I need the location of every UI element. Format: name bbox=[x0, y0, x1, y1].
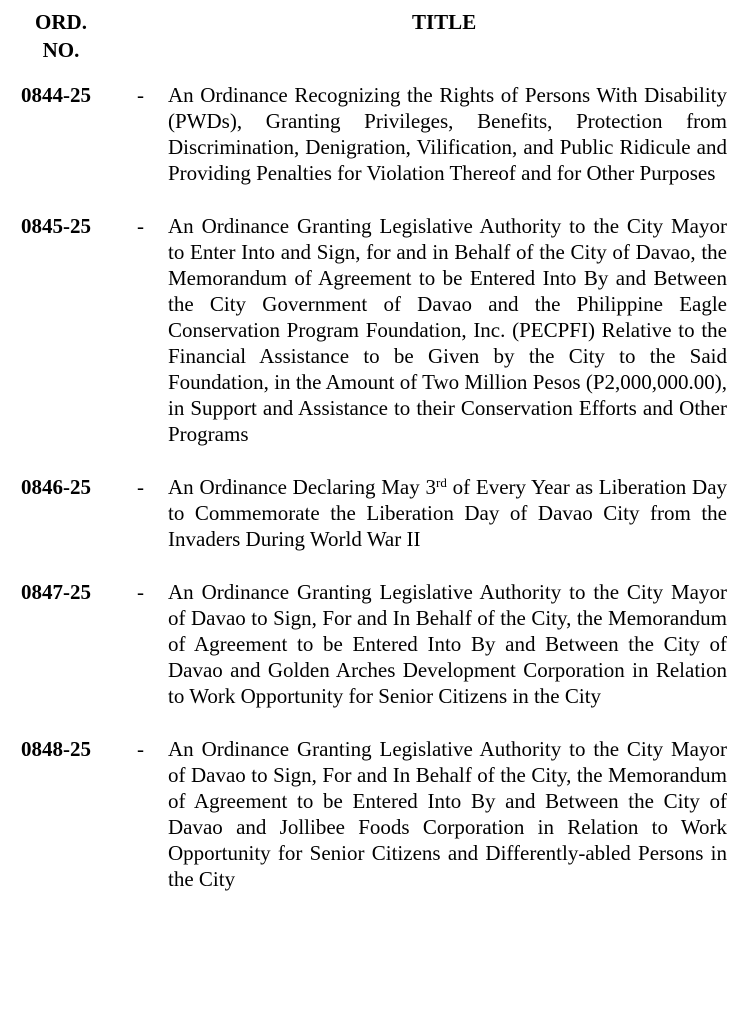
ordinance-number: 0844-25 bbox=[21, 83, 91, 107]
ordinance-entry bbox=[0, 213, 741, 447]
ord-no-column-header bbox=[22, 8, 100, 64]
entry-separator: - bbox=[137, 83, 144, 107]
title-column-header: TITLE bbox=[412, 10, 477, 34]
ordinance-title-part: of Every Year as Liberation Day to Commemorate the Liberation Day of Davao City from the Invaders During World War II bbox=[168, 475, 728, 551]
ordinance-title: An Ordinance Granting Legislative Authority to the City Mayor of Davao to Sign, For and In Behalf of the City, the Memorandum of Agreement to be Entered Into By and Between the City of Davao and Golden Arches Development Corporation in Relation to Work Opportunity for Senior Citizens in the City bbox=[168, 580, 727, 708]
ordinance-list bbox=[0, 82, 741, 919]
ord-no-header-line2: NO. bbox=[42, 38, 80, 62]
ordinance-title: An Ordinance Granting Legislative Authority to the City Mayor of Davao to Sign, For and In Behalf of the City, the Memorandum of Agreement to be Entered Into By and Between the City of Davao and Jollibee Foods Corporation in Relation to Work Opportunity for Senior Citizens and Differently-abled Persons in the City bbox=[168, 737, 727, 891]
ordinance-title: An Ordinance Granting Legislative Authority to the City Mayor to Enter Into and Sign, for and in Behalf of the City of Davao, the Memorandum of Agreement to be Entered Into By and Between the City Government of Davao and the Philippine Eagle Conservation Program Foundation, Inc. (PECPFI) Relative to the Financial Assistance to be Given by the City to the Said Foundation, in the Amount of Two Million Pesos (P2,000,000.00), in Support and Assistance to their Conservation Efforts and Other Programs bbox=[168, 214, 727, 446]
ordinance-title bbox=[168, 474, 727, 552]
ordinance-number: 0847-25 bbox=[21, 580, 91, 604]
ordinance-title-part: An Ordinance Declaring May 3 bbox=[168, 475, 437, 499]
ordinance-title: An Ordinance Recognizing the Rights of Persons With Disability (PWDs), Granting Privileges, Benefits, Protection from Discrimination, Denigration, Vilification, and Public Ridicule and Providing Penalties for Violation Thereof and for Other Purposes bbox=[168, 83, 727, 185]
entry-separator: - bbox=[137, 475, 144, 499]
ordinal-superscript: rd bbox=[436, 474, 447, 490]
ordinance-number: 0846-25 bbox=[21, 475, 91, 499]
ordinance-entry bbox=[0, 579, 741, 709]
ordinance-entry bbox=[0, 82, 741, 186]
ord-no-header-line1: ORD. bbox=[35, 10, 87, 34]
ordinance-entry bbox=[0, 474, 741, 552]
entry-separator: - bbox=[137, 214, 144, 238]
entry-separator: - bbox=[137, 580, 144, 604]
table-header bbox=[0, 8, 741, 68]
ordinance-entry bbox=[0, 736, 741, 892]
entry-separator: - bbox=[137, 737, 144, 761]
ordinance-number: 0848-25 bbox=[21, 737, 91, 761]
ordinance-number: 0845-25 bbox=[21, 214, 91, 238]
